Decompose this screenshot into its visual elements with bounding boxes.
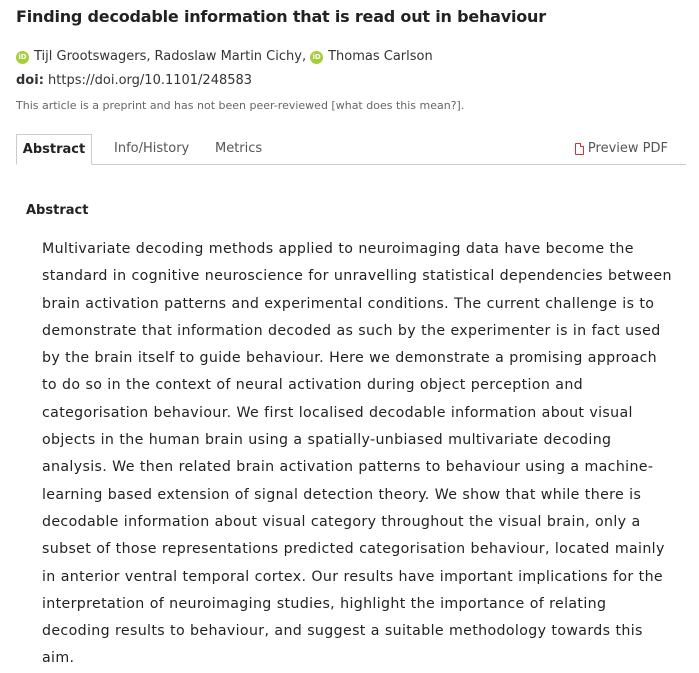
orcid-icon[interactable]: iD	[310, 51, 323, 64]
preprint-notice: This article is a preprint and has not been peer-reviewed [what does this mean?].	[16, 99, 465, 112]
article-tabs	[16, 134, 686, 165]
tab-abstract[interactable]: Abstract	[16, 134, 92, 165]
abstract-heading: Abstract	[26, 203, 89, 218]
orcid-icon[interactable]: iD	[16, 51, 29, 64]
doi-label: doi:	[16, 73, 44, 88]
doi-link[interactable]: https://doi.org/10.1101/248583	[48, 73, 253, 88]
author-link[interactable]: Radoslaw Martin Cichy,	[154, 49, 307, 64]
author-link[interactable]: Tijl Grootswagers,	[34, 49, 151, 64]
author-link[interactable]: Thomas Carlson	[328, 49, 433, 64]
tab-metrics[interactable]: Metrics	[215, 141, 263, 156]
abstract-text: Multivariate decoding methods applied to neuroimaging data have become the standard in cognitive neuroscience for unravelling statistical dependencies between brain activation patterns and experimental conditions. The current challenge is to demonstrate that information decoded as such by the experimenter is in fact used by the brain itself to guide behaviour. Here we demonstrate a promising approach to do so in the context of neural activation during object perception and categorisation behaviour. We first localised decodable information about visual objects in the human brain using a spatially-unbiased multivariate decoding analysis. We then related brain activation patterns to behaviour using a machine-learning based extension of signal detection theory. We show that while there is decodable information about visual category throughout the visual brain, only a subset of those representations predicted categorisation behaviour, located mainly in anterior ventral temporal cortex. Our results have important implications for the interpretation of neuroimaging studies, highlight the importance of relating decoding results to behaviour, and suggest a suitable methodology towards this aim.	[42, 241, 672, 667]
tab-info-history[interactable]: Info/History	[114, 141, 190, 156]
preview-pdf-link[interactable]	[575, 134, 668, 163]
preview-pdf-label: Preview PDF	[587, 140, 668, 156]
doi-line	[16, 72, 252, 90]
pdf-file-icon	[575, 143, 584, 155]
article-title: Finding decodable information that is read out in behaviour	[16, 7, 546, 26]
author-list	[16, 48, 437, 66]
